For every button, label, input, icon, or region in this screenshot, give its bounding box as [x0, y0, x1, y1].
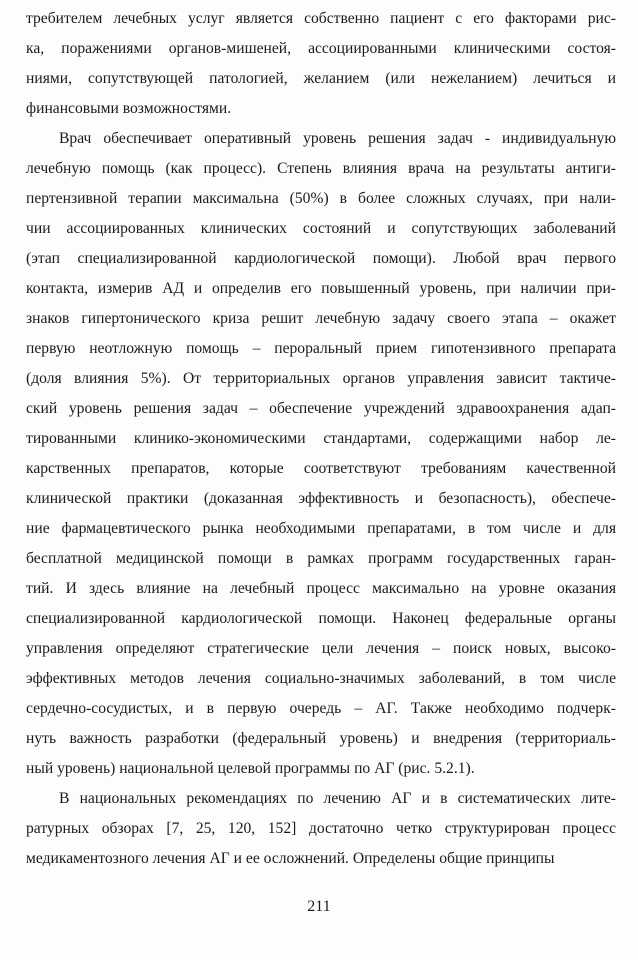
text-line: бесплатной медицинской помощи в рамках программ государственных гаран- [26, 550, 616, 567]
text-line: клинической практики (доказанная эффективность и безопасность), обеспече- [26, 490, 616, 507]
text-line: управления определяют стратегические цели лечения – поиск новых, высоко- [26, 640, 616, 657]
text-line: требителем лечебных услуг является собственно пациент с его факторами рис- [26, 10, 616, 27]
text-line: лечебную помощь (как процесс). Степень влияния врача на результаты антиги- [26, 160, 616, 177]
text-line: знаков гипертонического криза решит лечебную задачу своего этапа – окажет [26, 310, 616, 327]
text-line: (доля влияния 5%). От территориальных органов управления зависит тактиче- [26, 370, 616, 387]
text-line: нуть важность разработки (федеральный уровень) и внедрения (территориаль- [26, 730, 616, 747]
text-line: эффективных методов лечения социально-значимых заболеваний, в том числе [26, 670, 616, 687]
text-line: тированными клинико-экономическими стандартами, содержащими набор ле- [26, 430, 616, 447]
page-number: 211 [307, 898, 331, 915]
text-line: чии ассоциированных клинических состояний и сопутствующих заболеваний [26, 220, 616, 237]
text-line: ниями, сопутствующей патологией, желанием (или нежеланием) лечиться и [26, 70, 616, 87]
text-line: ратурных обзорах [7, 25, 120, 152] достаточно четко структурирован процесс [26, 820, 616, 837]
text-line: В национальных рекомендациях по лечению АГ и в систематических лите- [59, 790, 616, 807]
text-line: ние фармацевтического рынка необходимыми препаратами, в том числе и для [26, 520, 616, 537]
text-line: медикаментозного лечения АГ и ее осложнений. Определены общие принципы [26, 850, 555, 867]
text-line: контакта, измерив АД и определив его повышенный уровень, при наличии при- [26, 280, 616, 297]
text-line: (этап специализированной кардиологической помощи). Любой врач первого [26, 250, 616, 267]
text-line: сердечно-сосудистых, и в первую очередь – АГ. Также необходимо подчерк- [26, 700, 616, 717]
text-line: ский уровень решения задач – обеспечение учреждений здравоохранения адап- [26, 400, 616, 417]
text-line: ка, поражениями органов-мишеней, ассоциированными клиническими состоя- [26, 40, 616, 57]
paragraph [26, 4, 616, 124]
text-line: карственных препаратов, которые соответствуют требованиям качественной [26, 460, 616, 477]
text-line: ный уровень) национальной целевой программы по АГ (рис. 5.2.1). [26, 760, 475, 777]
body-text [26, 4, 616, 874]
text-line: специализированной кардиологической помощи. Наконец федеральные органы [26, 610, 616, 627]
text-line: Врач обеспечивает оперативный уровень решения задач - индивидуальную [59, 130, 616, 147]
text-line: финансовыми возможностями. [26, 100, 232, 117]
paragraph [26, 124, 616, 784]
text-line: тий. И здесь влияние на лечебный процесс максимально на уровне оказания [26, 580, 616, 597]
text-line: первую неотложную помощь – пероральный прием гипотензивного препарата [26, 340, 616, 357]
text-line: пертензивной терапии максимальна (50%) в более сложных случаях, при нали- [26, 190, 616, 207]
paragraph [26, 784, 616, 874]
